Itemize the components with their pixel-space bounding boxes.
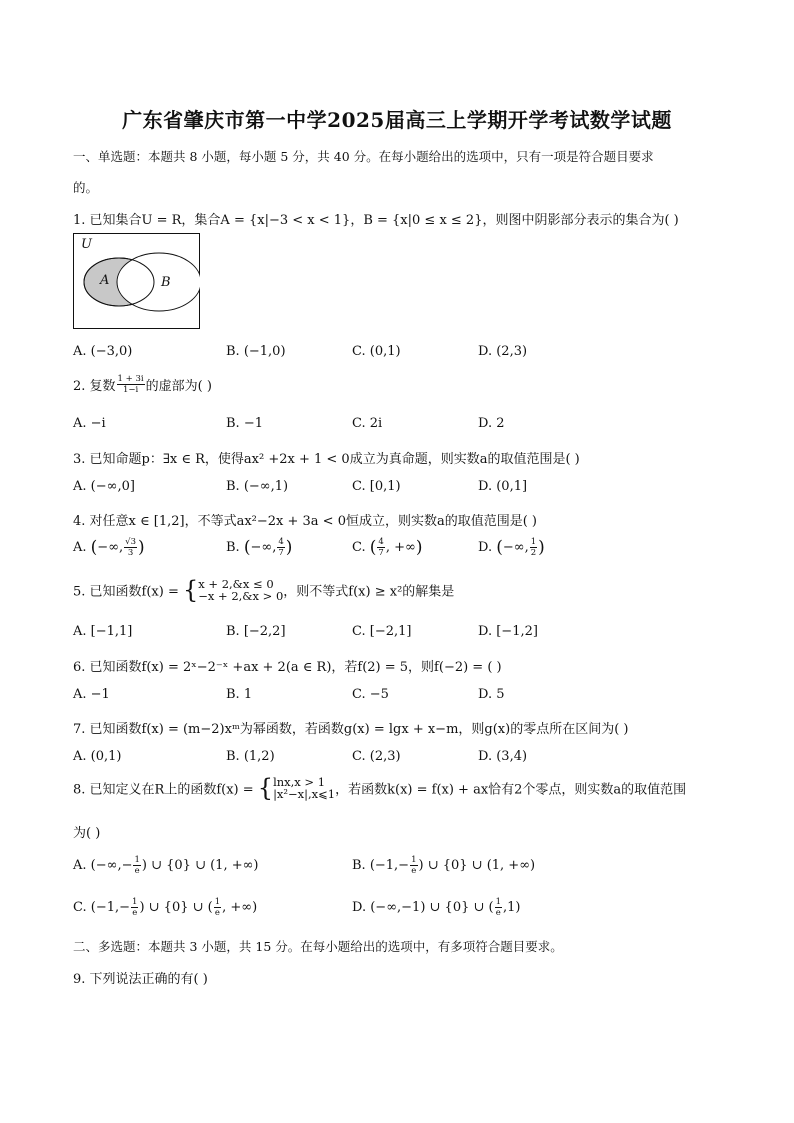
question-8-stem-cont: 为( ) (73, 826, 101, 841)
right-paren-glyph: ) (137, 537, 145, 558)
q4-a-den: 3 (127, 548, 134, 558)
q7-option-d: D. (3,4) (478, 749, 528, 764)
q6-option-b: B. 1 (226, 687, 253, 702)
q8-c-den: e (132, 908, 138, 918)
q4-option-b (226, 537, 292, 558)
q4-option-a (73, 537, 145, 558)
q8-b-fraction (410, 855, 417, 876)
q2-stem-pre: 2. 复数 (73, 379, 116, 394)
q7-option-a: A. (0,1) (73, 749, 122, 764)
q4-option-c (352, 537, 422, 558)
q8-b-pre: B. (−1,− (352, 858, 410, 873)
q4-d-left: −∞, (502, 540, 529, 555)
q4-d-fraction (530, 537, 537, 558)
left-paren-glyph: ( (90, 537, 98, 558)
q8-d-fraction (495, 897, 502, 918)
q8-d-den: e (495, 908, 501, 918)
q4-c-right: , +∞ (385, 540, 416, 555)
q4-a-num: √3 (125, 537, 136, 547)
q4-a-label: A. (73, 540, 91, 555)
question-5-stem (73, 578, 454, 602)
question-1-stem: 1. 已知集合U = R，集合A = {x|−3 < x < 1}，B = {x|0 ≤ x ≤ 2}，则图中阴影部分表示的集合为( ) (73, 213, 679, 228)
q8-piecewise (273, 776, 335, 800)
q8-a-den: e (134, 866, 140, 876)
q6-option-a: A. −1 (73, 687, 110, 702)
q8-option-a (73, 855, 259, 876)
section2-heading: 二、多选题：本题共 3 小题，共 15 分。在每小题给出的选项中，有多项符合题目要求。 (73, 939, 563, 954)
q4-c-den: 7 (378, 548, 384, 558)
q8-c-fraction (131, 897, 138, 918)
venn-diagram (73, 233, 200, 329)
q1-option-d: D. (2,3) (478, 344, 528, 359)
q3-option-a: A. (−∞,0] (73, 479, 135, 494)
question-4-stem: 4. 对任意x ∈ [1,2]，不等式ax²−2x + 3a < 0恒成立，则实数a的取值范围是( ) (73, 514, 537, 529)
q4-c-fraction (377, 537, 384, 558)
q4-a-left: −∞, (97, 540, 124, 555)
q8-b-num: 1 (411, 855, 417, 865)
left-paren-glyph: ( (243, 537, 251, 558)
q8-stem-pre: 8. 已知定义在R上的函数f(x) = (73, 782, 258, 798)
q1-option-c: C. (0,1) (352, 344, 401, 359)
question-8-stem (73, 776, 686, 800)
left-paren-glyph: ( (496, 537, 503, 558)
q8-option-c (73, 897, 257, 918)
q5-option-d: D. [−1,2] (478, 624, 538, 639)
q2-fraction (117, 374, 145, 395)
q8-option-d (352, 897, 521, 918)
venn-label-b: B (161, 275, 171, 290)
q8-a-pre: A. (−∞,− (73, 858, 133, 873)
q8-c-pre: C. (−1,− (73, 900, 131, 915)
q2-option-a: A. −i (73, 416, 106, 431)
q8-c-num-2: 1 (214, 897, 221, 907)
q5-option-c: C. [−2,1] (352, 624, 412, 639)
q2-option-c: C. 2i (352, 416, 383, 431)
q4-d-den: 2 (530, 548, 537, 558)
q8-c-den-2: e (214, 908, 220, 918)
left-brace-glyph: { (257, 774, 274, 802)
page-title: 广东省肇庆市第一中学2025届高三上学期开学考试数学试题 (122, 108, 672, 132)
q8-option-b (352, 855, 535, 876)
q8-c-fraction-2 (214, 897, 221, 918)
q6-option-d: D. 5 (478, 687, 505, 702)
right-paren-glyph: ) (285, 537, 293, 558)
q8-c-num: 1 (132, 897, 138, 907)
q4-c-label: C. (352, 540, 370, 555)
q3-option-c: C. [0,1) (352, 479, 401, 494)
left-paren-glyph: ( (369, 537, 377, 558)
right-paren-glyph: ) (538, 537, 545, 558)
q8-a-post: ) ∪ {0} ∪ (1, +∞) (141, 858, 259, 873)
q3-option-b: B. (−∞,1) (226, 479, 289, 494)
question-6-stem: 6. 已知函数f(x) = 2ˣ−2⁻ˣ +ax + 2(a ∈ R)，若f(2) = 5，则f(−2) = ( ) (73, 660, 502, 675)
q5-option-b: B. [−2,2] (226, 624, 286, 639)
q8-case-1: lnx,x > 1 (273, 775, 326, 789)
q8-d-pre: D. (−∞,−1) ∪ {0} ∪ ( (352, 900, 494, 915)
venn-label-u: U (81, 237, 92, 252)
section1-heading: 一、单选题：本题共 8 小题，每小题 5 分，共 40 分。在每小题给出的选项中，只有一项是符合题目要求 (73, 149, 654, 164)
q8-d-post: ,1) (503, 900, 521, 915)
question-3-stem: 3. 已知命题p：∃x ∈ R，使得ax² +2x + 1 < 0成立为真命题，则实数a的取值范围是( ) (73, 452, 580, 467)
right-paren-glyph: ) (415, 537, 423, 558)
q5-case-1: x + 2,&x ≤ 0 (198, 577, 274, 591)
q8-a-fraction (133, 855, 140, 876)
q2-stem-post: 的虚部为( ) (145, 379, 212, 394)
q5-piecewise (198, 578, 283, 602)
q8-a-num: 1 (134, 855, 140, 865)
q5-option-a: A. [−1,1] (73, 624, 133, 639)
q4-b-den: 7 (278, 548, 284, 558)
q4-b-fraction (277, 537, 284, 558)
q1-option-b: B. (−1,0) (226, 344, 286, 359)
q2-denominator: 1−i (122, 385, 139, 395)
q8-b-post: ) ∪ {0} ∪ (1, +∞) (418, 858, 536, 873)
section1-heading-cont: 的。 (73, 180, 99, 195)
q5-stem-post: ，则不等式f(x) ≥ x²的解集是 (283, 584, 455, 600)
q8-case-2: |x²−x|,x⩽1 (273, 787, 336, 801)
question-9-stem: 9. 下列说法正确的有( ) (73, 972, 208, 987)
q8-c-post: , +∞) (222, 900, 258, 915)
venn-label-a: A (100, 273, 110, 288)
q8-d-num: 1 (495, 897, 502, 907)
q4-c-num: 4 (378, 537, 384, 547)
q8-c-mid: ) ∪ {0} ∪ ( (139, 900, 213, 915)
q7-option-c: C. (2,3) (352, 749, 401, 764)
q7-option-b: B. (1,2) (226, 749, 275, 764)
q8-b-den: e (411, 866, 417, 876)
q4-option-d (478, 537, 545, 558)
q2-option-b: B. −1 (226, 416, 263, 431)
q1-option-a: A. (−3,0) (73, 344, 133, 359)
q8-stem-post: ，若函数k(x) = f(x) + ax恰有2个零点，则实数a的取值范围 (335, 782, 687, 798)
q5-stem-pre: 5. 已知函数f(x) = (73, 584, 183, 600)
q4-a-fraction (124, 537, 137, 558)
q3-option-d: D. (0,1] (478, 479, 528, 494)
q4-d-label: D. (478, 540, 497, 555)
question-7-stem: 7. 已知函数f(x) = (m−2)xᵐ为幂函数，若函数g(x) = lgx + x−m，则g(x)的零点所在区间为( ) (73, 722, 629, 737)
left-brace-glyph: { (182, 576, 199, 604)
q4-d-num: 1 (530, 537, 537, 547)
q5-case-2: −x + 2,&x > 0 (198, 589, 284, 603)
q4-b-num: 4 (278, 537, 284, 547)
q4-b-label: B. (226, 540, 244, 555)
q2-option-d: D. 2 (478, 416, 505, 431)
q6-option-c: C. −5 (352, 687, 389, 702)
question-2-stem (73, 374, 212, 395)
q2-numerator: 1 + 3i (117, 374, 144, 384)
q4-b-left: −∞, (250, 540, 277, 555)
